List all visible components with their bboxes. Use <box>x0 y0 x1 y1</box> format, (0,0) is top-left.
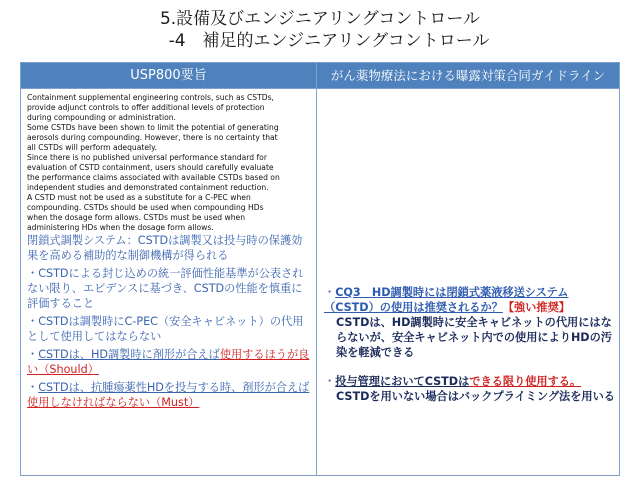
jp-bullet-1: ・CSTDによる封じ込めの統一評価性能基準が公表されない限り、エビデンスに基づき、CSTDの性能を慎重に評価すること <box>27 267 304 310</box>
header-divider <box>21 88 619 89</box>
column-divider <box>316 63 317 475</box>
title-line-1: 5.設備及びエンジニアリングコントロール <box>159 9 481 29</box>
jp-bullet-3 <box>27 347 313 377</box>
strong-recommendation-badge: 【強い推奨】 <box>502 301 570 314</box>
japanese-summary <box>27 233 313 410</box>
guideline-column <box>324 285 616 404</box>
administration-answer: CSTDを用いない場合はバックプライミング法を用いる <box>336 390 615 403</box>
bullet-4-underlined: CSTDは、抗腫瘍薬性HDを投与する時、剤形が合えば <box>38 381 310 394</box>
cq3-item <box>324 285 616 315</box>
bullet-4-must: 使用しなければならない（Must） <box>27 396 200 409</box>
bullet-3-underlined: CSTDは、HD調製時に剤形が合えば <box>38 348 220 361</box>
cq3-question: CQ3 HD調製時には閉鎖式薬液移送システム（CSTD）の使用は推奨されるか？ <box>324 286 569 314</box>
administration-statement: 投与管理においてCSTDは <box>335 375 470 388</box>
bullet-mark: ・ <box>27 348 39 361</box>
jp-intro: 閉鎖式調製システム：CSTDは調製又は投与時の保護効果を高める補助的な制御機構が得られる <box>27 234 303 262</box>
cq3-answer: CSTDは、HD調製時に安全キャビネットの代用にはならないが、安全キャビネット内での使用によりHDの汚染を軽減できる <box>336 316 612 359</box>
comparison-table <box>20 62 620 476</box>
bullet-mark: ・ <box>324 375 336 388</box>
english-summary: Containment supplemental engineering controls, such as CSTDs, provide adjunct controls to offer additional levels of protection during compounding or administration. Some CSTDs have been shown to limit the potential of generating aerosols during compounding. However, there is no certainty that all CSTDs will perform adequately. Since there is no published universal performance standard for evaluation of CSTD containment, users should carefully evaluate the performance claims associated with available CSTDs based on independent studies and demonstrated containment reduction. A CSTD must not be used as a substitute for a C-PEC when compounding. CSTDs should be used when compounding HDs when the dosage form allows. CSTDs must be used when administering HDs when the dosage form allows. <box>27 93 280 232</box>
administration-emphasis: できる限り使用する。 <box>469 375 582 388</box>
bullet-mark: ・ <box>27 381 39 394</box>
jp-bullet-2: ・CSTDは調製時にC-PEC（安全キャビネット）の代用として使用してはならない <box>27 315 304 343</box>
jp-bullet-4 <box>27 380 313 410</box>
header-usp800: USP800要旨 <box>21 63 316 88</box>
usp800-column <box>27 93 313 410</box>
administration-item <box>324 374 616 389</box>
title-line-2: -4 補足的エンジニアリングコントロール <box>168 31 490 51</box>
bullet-mark: ・ <box>324 286 336 299</box>
header-guideline: がん薬物療法における曝露対策合同ガイドライン <box>317 63 619 88</box>
slide-title <box>0 8 640 52</box>
bullet-3-should: 使用するほうが良い（Should） <box>27 348 310 376</box>
